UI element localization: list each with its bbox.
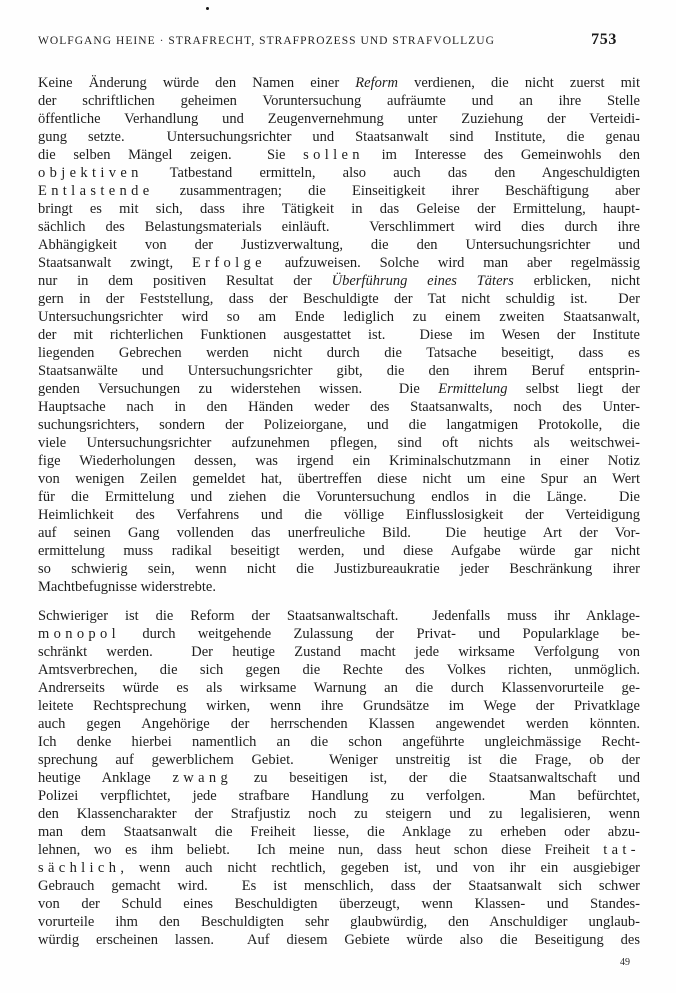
- text-line: [38, 416, 640, 434]
- body-text-segment: Amtsverbrechen, die sich gegen die Rechte des Volkes richten, unmöglich.: [38, 662, 640, 678]
- text-line: [38, 715, 640, 733]
- text-line: [38, 470, 640, 488]
- text-line: [38, 380, 640, 398]
- body-text-segment: von wenigen Zeilen gemeldet hat, übertreffen diese nicht um eine Spur an Wert: [38, 471, 640, 487]
- body-text-segment: Staatsanwalt zwingt,: [38, 255, 192, 271]
- body-text-segment: Untersuchungsrichter wird so am Ende lediglich zu einem zweiten Staatsanwalt,: [38, 309, 640, 325]
- body-text-segment: auch gegen Angehörige der herrschenden Klassen angewendet werden könnten.: [38, 716, 640, 732]
- print-artifact-dot: [206, 7, 209, 10]
- body-text-segment: lehnen, wo es ihm beliebt. Ich meine nun, dass heut schon diese Freiheit: [38, 842, 604, 858]
- text-line: [38, 182, 640, 200]
- text-line: [38, 92, 640, 110]
- text-line: [38, 643, 640, 661]
- body-text-segment: aufzuweisen. Solche wird man aber regelmässig: [265, 255, 640, 271]
- body-text-segment: leitete Rechtsprechung wirken, wenn ihre Grundsätze im Wege der Privatklage: [38, 698, 640, 714]
- italic-text: Ermittelung: [438, 381, 508, 397]
- text-line: [38, 578, 640, 596]
- text-line: [38, 542, 640, 560]
- body-text-segment: Ich denke hierbei namentlich an die schon angeführte ungleichmässige Recht-: [38, 734, 640, 750]
- text-line: [38, 787, 640, 805]
- body-text-segment: erblicken, nicht: [513, 273, 640, 289]
- running-header: [38, 31, 640, 49]
- paragraph: [38, 74, 640, 596]
- body-text-segment: zu beseitigen ist, der die Staatsanwaltschaft und: [232, 770, 640, 786]
- letterspaced-text: zwang: [172, 770, 233, 786]
- text-line: [38, 164, 640, 182]
- body-text-segment: genden Versuchungen zu widerstehen wissen. Die: [38, 381, 439, 397]
- body-text-segment: Abhängigkeit von der Justizverwaltung, die den Untersuchungsrichter und: [38, 237, 640, 253]
- body-text-segment: öffentliche Verhandlung und Zeugenvernehmung unter Zuziehung der Verteidi-: [38, 111, 640, 127]
- body-text-segment: Keine Änderung würde den Namen einer: [38, 75, 356, 91]
- body-text-segment: Hauptsache nach in den Händen weder des Staatsanwalts, noch des Unter-: [38, 399, 640, 415]
- body-text-segment: Tatbestand ermitteln, also auch das den Angeschuldigten: [142, 165, 640, 181]
- text-line: [38, 344, 640, 362]
- body-text-segment: im Interesse des Gemeinwohls den: [363, 147, 640, 163]
- letterspaced-text: Erfolge: [191, 255, 266, 271]
- body-text-segment: Machtbefugnisse widerstrebte.: [38, 579, 216, 595]
- text-line: [38, 751, 640, 769]
- body-text-segment: nur in dem positiven Resultat der: [38, 273, 332, 289]
- body-text-segment: bringt es mit sich, dass ihre Tätigkeit in das Geleise der Ermittelung, haupt-: [38, 201, 640, 217]
- text-line: [38, 625, 640, 643]
- body-text-segment: zusammentragen; die Einseitigkeit ihrer Beschäftigung aber: [153, 183, 640, 199]
- text-line: [38, 733, 640, 751]
- body-text-segment: würdig erscheinen lassen. Auf diesem Gebiete würde also die Beseitigung des: [38, 932, 640, 948]
- text-line: [38, 877, 640, 895]
- body-text-segment: ermittelung muss radikal beseitigt werden, und diese Aufgabe würde gar nicht: [38, 543, 640, 559]
- letterspaced-text: sächlich: [38, 860, 121, 876]
- text-line: [38, 560, 640, 578]
- text-line: [38, 128, 640, 146]
- body-text-segment: der schriftlichen geheimen Voruntersuchung aufräumte und an ihre Stelle: [38, 93, 640, 109]
- text-line: [38, 218, 640, 236]
- text-line: [38, 895, 640, 913]
- italic-text: Reform: [355, 75, 398, 91]
- body-text-segment: gern in der Feststellung, dass der Beschuldigte der Tat nicht schuldig ist. Der: [38, 291, 640, 307]
- body-text-segment: sprechung auf gewerblichem Gebiet. Weniger unstreitig ist die Frage, ob der: [38, 752, 640, 768]
- text-line: [38, 362, 640, 380]
- text-line: [38, 110, 640, 128]
- text-line: [38, 308, 640, 326]
- body-text-segment: liegenden Gebrechen werden nicht durch die Tatsache beseitigt, dass es: [38, 345, 640, 361]
- body-text-segment: man dem Staatsanwalt die Freiheit liesse, die Anklage zu erheben oder abzu-: [38, 824, 640, 840]
- page-number: 753: [591, 31, 617, 48]
- body-text-segment: der mit richterlichen Funktionen ausgestattet ist. Diese im Wesen der Institute: [38, 327, 640, 343]
- body-text-segment: für die Ermittelung und ziehen die Voruntersuchung endlos in die Länge. Die: [38, 489, 640, 505]
- body-text-segment: durch weitgehende Zulassung der Privat- und Popularklage be-: [120, 626, 640, 642]
- text-line: [38, 841, 640, 859]
- body-text-segment: Andrerseits würde es als wirksame Warnung an die durch Klassenvorurteile ge-: [38, 680, 640, 696]
- body-text-segment: heutige Anklage: [38, 770, 173, 786]
- letterspaced-text: sollen: [303, 147, 364, 163]
- text-line: [38, 74, 640, 92]
- signature-mark: 49: [620, 957, 630, 968]
- body-text-segment: suchungsrichters, sondern der Polizeiorgane, und die langatmigen Protokolle, die: [38, 417, 640, 433]
- text-line: [38, 452, 640, 470]
- text-line: [38, 290, 640, 308]
- body-text-segment: Schwieriger ist die Reform der Staatsanwaltschaft. Jedenfalls muss ihr Anklage-: [38, 608, 640, 624]
- body-text-segment: den Klassencharakter der Strafjustiz noch zu steigern und zu legalisieren, wenn: [38, 806, 640, 822]
- body-text-segment: so schwierig sein, wenn nicht die Justizbureaukratie jeder Beschränkung ihrer: [38, 561, 640, 577]
- text-line: [38, 398, 640, 416]
- paragraph: [38, 607, 640, 949]
- body-text-segment: schränkt werden. Der heutige Zustand macht jede wirksame Verfolgung von: [38, 644, 640, 660]
- body-text-segment: auf seinen Gang vollenden das unerfreuliche Bild. Die heutige Art der Vor-: [38, 525, 640, 541]
- text-line: [38, 488, 640, 506]
- text-line: [38, 200, 640, 218]
- text-line: [38, 913, 640, 931]
- body-text-segment: selbst liegt der: [507, 381, 640, 397]
- text-line: [38, 931, 640, 949]
- text-line: [38, 236, 640, 254]
- body-text-segment: gung setzte. Untersuchungsrichter und Staatsanwalt sind Institute, die genau: [38, 129, 640, 145]
- body-text-segment: Heimlichkeit des Verfahrens und die völlige Einflusslosigkeit der Verteidigung: [38, 507, 640, 523]
- text-line: [38, 697, 640, 715]
- text-line: [38, 607, 640, 625]
- text-line: [38, 769, 640, 787]
- text-line: [38, 524, 640, 542]
- text-line: [38, 506, 640, 524]
- text-line: [38, 326, 640, 344]
- body-text-segment: vorurteile ihm den Beschuldigten sehr glaubwürdig, den Anschuldiger unglaub-: [38, 914, 640, 930]
- body-text-segment: , wenn auch nicht rechtlich, gegeben ist, und von ihr ein ausgiebiger: [120, 860, 640, 876]
- letterspaced-text: Entlastende: [38, 183, 154, 199]
- letterspaced-text: monopol: [38, 626, 121, 642]
- body-text-segment: verdienen, die nicht zuerst mit: [397, 75, 640, 91]
- text-line: [38, 823, 640, 841]
- body-text-segment: von der Schuld eines Beschuldigten überzeugt, wenn Klassen- und Standes-: [38, 896, 640, 912]
- text-line: [38, 254, 640, 272]
- page-body-text: [38, 74, 640, 949]
- body-text-segment: viele Untersuchungsrichter aufzunehmen pflegen, sind oft nichts als weitschwei-: [38, 435, 640, 451]
- text-line: [38, 272, 640, 290]
- letterspaced-text: objektiven: [38, 165, 143, 181]
- body-text-segment: die selben Mängel zeigen. Sie: [38, 147, 304, 163]
- body-text-segment: Gebrauch gemacht wird. Es ist menschlich, dass der Staatsanwalt sich schwer: [38, 878, 640, 894]
- body-text-segment: Polizei verpflichtet, jede strafbare Handlung zu verfolgen. Man befürchtet,: [38, 788, 640, 804]
- running-header-title: WOLFGANG HEINE · STRAFRECHT, STRAFPROZESS UND STRAFVOLLZUG: [38, 35, 495, 47]
- text-line: [38, 859, 640, 877]
- body-text-segment: sächlich des Belastungsmaterials einläuft. Verschlimmert wird dies durch ihre: [38, 219, 640, 235]
- body-text-segment: Staatsanwälte und Untersuchungsrichter gibt, die den ihrem Beruf entsprin-: [38, 363, 640, 379]
- text-line: [38, 661, 640, 679]
- text-line: [38, 434, 640, 452]
- letterspaced-text: tat-: [603, 842, 640, 858]
- italic-text: Überführung eines Täters: [331, 273, 514, 289]
- text-line: [38, 805, 640, 823]
- body-text-segment: fige Wiederholungen dessen, was irgend ein Kriminalschutzmann in einer Notiz: [38, 453, 640, 469]
- text-line: [38, 146, 640, 164]
- text-line: [38, 679, 640, 697]
